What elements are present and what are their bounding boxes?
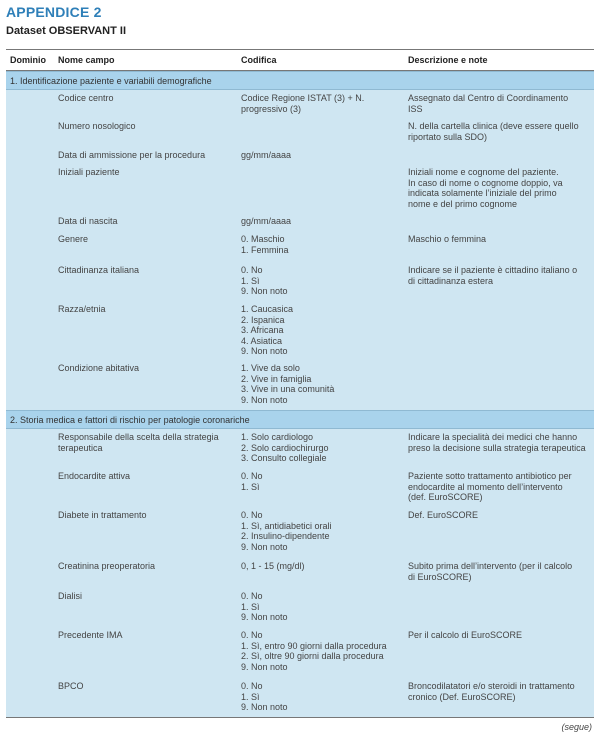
field-description <box>408 510 590 521</box>
field-coding-line: 1. Sì <box>241 481 260 492</box>
field-coding-line: 1. Sì, antidiabetici orali <box>241 520 332 531</box>
field-coding-line: 0. No <box>241 471 263 481</box>
field-description-line: di EuroSCORE) <box>408 571 472 582</box>
field-description-line: cronico (Def. EuroSCORE) <box>408 691 516 702</box>
field-coding <box>241 265 401 297</box>
field-name-line: Condizione abitativa <box>58 363 140 373</box>
field-name-line: Creatinina preoperatoria <box>58 561 156 571</box>
dataset-table <box>6 49 594 717</box>
field-description-line: endocardite al momento dell’intervento <box>408 481 563 492</box>
field-description <box>408 432 590 453</box>
field-description-line: (def. EuroSCORE) <box>408 492 483 502</box>
field-description-line: Indicare se il paziente è cittadino italiano o <box>408 265 578 275</box>
field-coding-line: 2. Vive in famiglia <box>241 373 312 384</box>
field-coding-line: gg/mm/aaaa <box>241 216 292 226</box>
field-name <box>58 471 230 482</box>
bottom-rule <box>6 717 594 718</box>
field-description-line: Maschio o femmina <box>408 234 487 244</box>
field-name-line: Dialisi <box>58 591 83 601</box>
continued-note: (segue) <box>561 722 592 732</box>
appendix-title: APPENDICE 2 <box>6 4 102 20</box>
section-header <box>6 71 594 90</box>
field-name-line: Data di nascita <box>58 216 118 226</box>
field-description-line: indicata solamente l’iniziale del primo <box>408 188 557 198</box>
header-descrizione: Descrizione e note <box>408 55 488 65</box>
field-coding-line: 9. Non noto <box>241 612 288 622</box>
field-coding-line: 1. Femmina <box>241 244 289 255</box>
field-coding-line: 3. Africana <box>241 325 284 335</box>
section-title: 1. Identificazione paziente e variabili demografiche <box>10 76 212 86</box>
field-description-line: di cittadinanza estera <box>408 275 494 286</box>
field-description <box>408 630 590 641</box>
field-description <box>408 681 590 702</box>
field-coding-line: 1. Sì, entro 90 giorni dalla procedura <box>241 640 387 651</box>
field-description <box>408 265 590 286</box>
field-name <box>58 681 230 692</box>
field-coding-line: 9. Non noto <box>241 702 288 712</box>
field-coding <box>241 234 401 255</box>
field-name-line: Iniziali paziente <box>58 167 120 177</box>
field-name <box>58 93 230 104</box>
field-name-line: Precedente IMA <box>58 630 123 640</box>
field-coding-line: 1. Sì <box>241 275 260 286</box>
field-coding-line: 1. Sì <box>241 601 260 612</box>
field-description-line: nome e del primo cognome <box>408 198 518 209</box>
field-coding <box>241 591 401 623</box>
field-name-line: Razza/etnia <box>58 304 106 314</box>
field-coding <box>241 510 401 552</box>
field-coding-line: 9. Non noto <box>241 541 288 552</box>
field-coding-line: 0. No <box>241 591 263 601</box>
section-header <box>6 410 594 429</box>
field-coding-line: 1. Caucasica <box>241 304 294 314</box>
field-coding-line: 1. Sì <box>241 691 260 702</box>
field-description-line: Def. EuroSCORE <box>408 510 479 520</box>
field-name <box>58 121 230 132</box>
field-name <box>58 510 230 521</box>
field-coding-line: 9. Non noto <box>241 286 288 296</box>
field-name <box>58 234 230 245</box>
field-coding-line: 3. Vive in una comunità <box>241 384 335 394</box>
field-name-line: Responsabile della scelta della strategia <box>58 432 219 442</box>
field-coding-line: 0. Maschio <box>241 234 285 244</box>
field-coding-line: 2. Sì, oltre 90 giorni dalla procedura <box>241 651 384 661</box>
field-coding-line: 1. Vive da solo <box>241 363 300 373</box>
field-coding-line: gg/mm/aaaa <box>241 150 292 160</box>
field-description-line: Per il calcolo di EuroSCORE <box>408 630 523 640</box>
dataset-title: Dataset OBSERVANT II <box>6 25 127 37</box>
field-coding-line: 2. Solo cardiochirurgo <box>241 442 329 453</box>
field-description-line: In caso di nome o cognome doppio, va <box>408 177 563 188</box>
field-coding-line: 1. Solo cardiologo <box>241 432 314 442</box>
header-codifica: Codifica <box>241 55 277 65</box>
field-description <box>408 471 590 503</box>
field-name-line: Endocardite attiva <box>58 471 131 481</box>
field-coding-line: 3. Consulto collegiale <box>241 453 327 463</box>
field-name <box>58 265 230 276</box>
field-name <box>58 363 230 374</box>
field-coding-line: 9. Non noto <box>241 346 288 356</box>
field-coding <box>241 216 401 227</box>
field-name <box>58 561 230 572</box>
field-description-line: Assegnato dal Centro di Coordinamento <box>408 93 569 103</box>
field-name-line: Diabete in trattamento <box>58 510 147 520</box>
field-description-line: Iniziali nome e cognome del paziente. <box>408 167 559 177</box>
field-coding-line: Codice Regione ISTAT (3) + N. <box>241 93 365 103</box>
field-name <box>58 591 230 602</box>
header-nome-campo: Nome campo <box>58 55 115 65</box>
field-description <box>408 93 590 114</box>
field-name <box>58 304 230 315</box>
field-coding <box>241 630 401 672</box>
field-description <box>408 234 590 245</box>
field-coding <box>241 471 401 492</box>
field-name <box>58 630 230 641</box>
field-name-line: Genere <box>58 234 89 244</box>
field-name <box>58 167 230 178</box>
table-header <box>6 49 594 71</box>
field-description-line: N. della cartella clinica (deve essere quello <box>408 121 579 131</box>
field-description-line: preso la decisione sulla strategia terapeutica <box>408 442 586 453</box>
field-description-line: Paziente sotto trattamento antibiotico per <box>408 471 572 481</box>
field-coding <box>241 681 401 713</box>
field-coding <box>241 363 401 405</box>
field-description <box>408 561 590 582</box>
field-coding <box>241 150 401 161</box>
field-description-line: Broncodilatatori e/o steroidi in trattamento <box>408 681 575 691</box>
section-title: 2. Storia medica e fattori di rischio per patologie coronariche <box>10 415 250 425</box>
field-description-line: Indicare la specialità dei medici che hanno <box>408 432 578 442</box>
field-name-line: Cittadinanza italiana <box>58 265 140 275</box>
field-description <box>408 167 590 209</box>
field-name-line: terapeutica <box>58 442 103 453</box>
field-description-line: ISS <box>408 103 423 114</box>
field-name <box>58 216 230 227</box>
field-coding <box>241 93 401 114</box>
field-coding-line: 0, 1 - 15 (mg/dl) <box>241 561 305 571</box>
field-name-line: Data di ammissione per la procedura <box>58 150 206 160</box>
field-coding <box>241 432 401 464</box>
field-description <box>408 121 590 142</box>
field-name <box>58 432 230 453</box>
field-coding <box>241 561 401 572</box>
field-coding-line: progressivo (3) <box>241 103 302 114</box>
field-coding-line: 0. No <box>241 510 263 520</box>
field-name-line: Codice centro <box>58 93 114 103</box>
field-coding-line: 9. Non noto <box>241 394 288 405</box>
field-name <box>58 150 230 161</box>
field-name-line: BPCO <box>58 681 84 691</box>
field-name-line: Numero nosologico <box>58 121 136 131</box>
field-description-line: Subito prima dell’intervento (per il calcolo <box>408 561 573 571</box>
field-coding-line: 4. Asiatica <box>241 335 283 346</box>
field-coding <box>241 304 401 357</box>
field-coding-line: 2. Ispanica <box>241 314 285 325</box>
field-coding-line: 2. Insulino-dipendente <box>241 531 330 541</box>
field-description-line: riportato sulla SDO) <box>408 131 488 142</box>
field-coding-line: 0. No <box>241 630 263 640</box>
field-coding-line: 0. No <box>241 265 263 275</box>
header-dominio: Dominio <box>10 55 46 65</box>
field-coding-line: 9. Non noto <box>241 661 288 672</box>
field-coding-line: 0. No <box>241 681 263 691</box>
